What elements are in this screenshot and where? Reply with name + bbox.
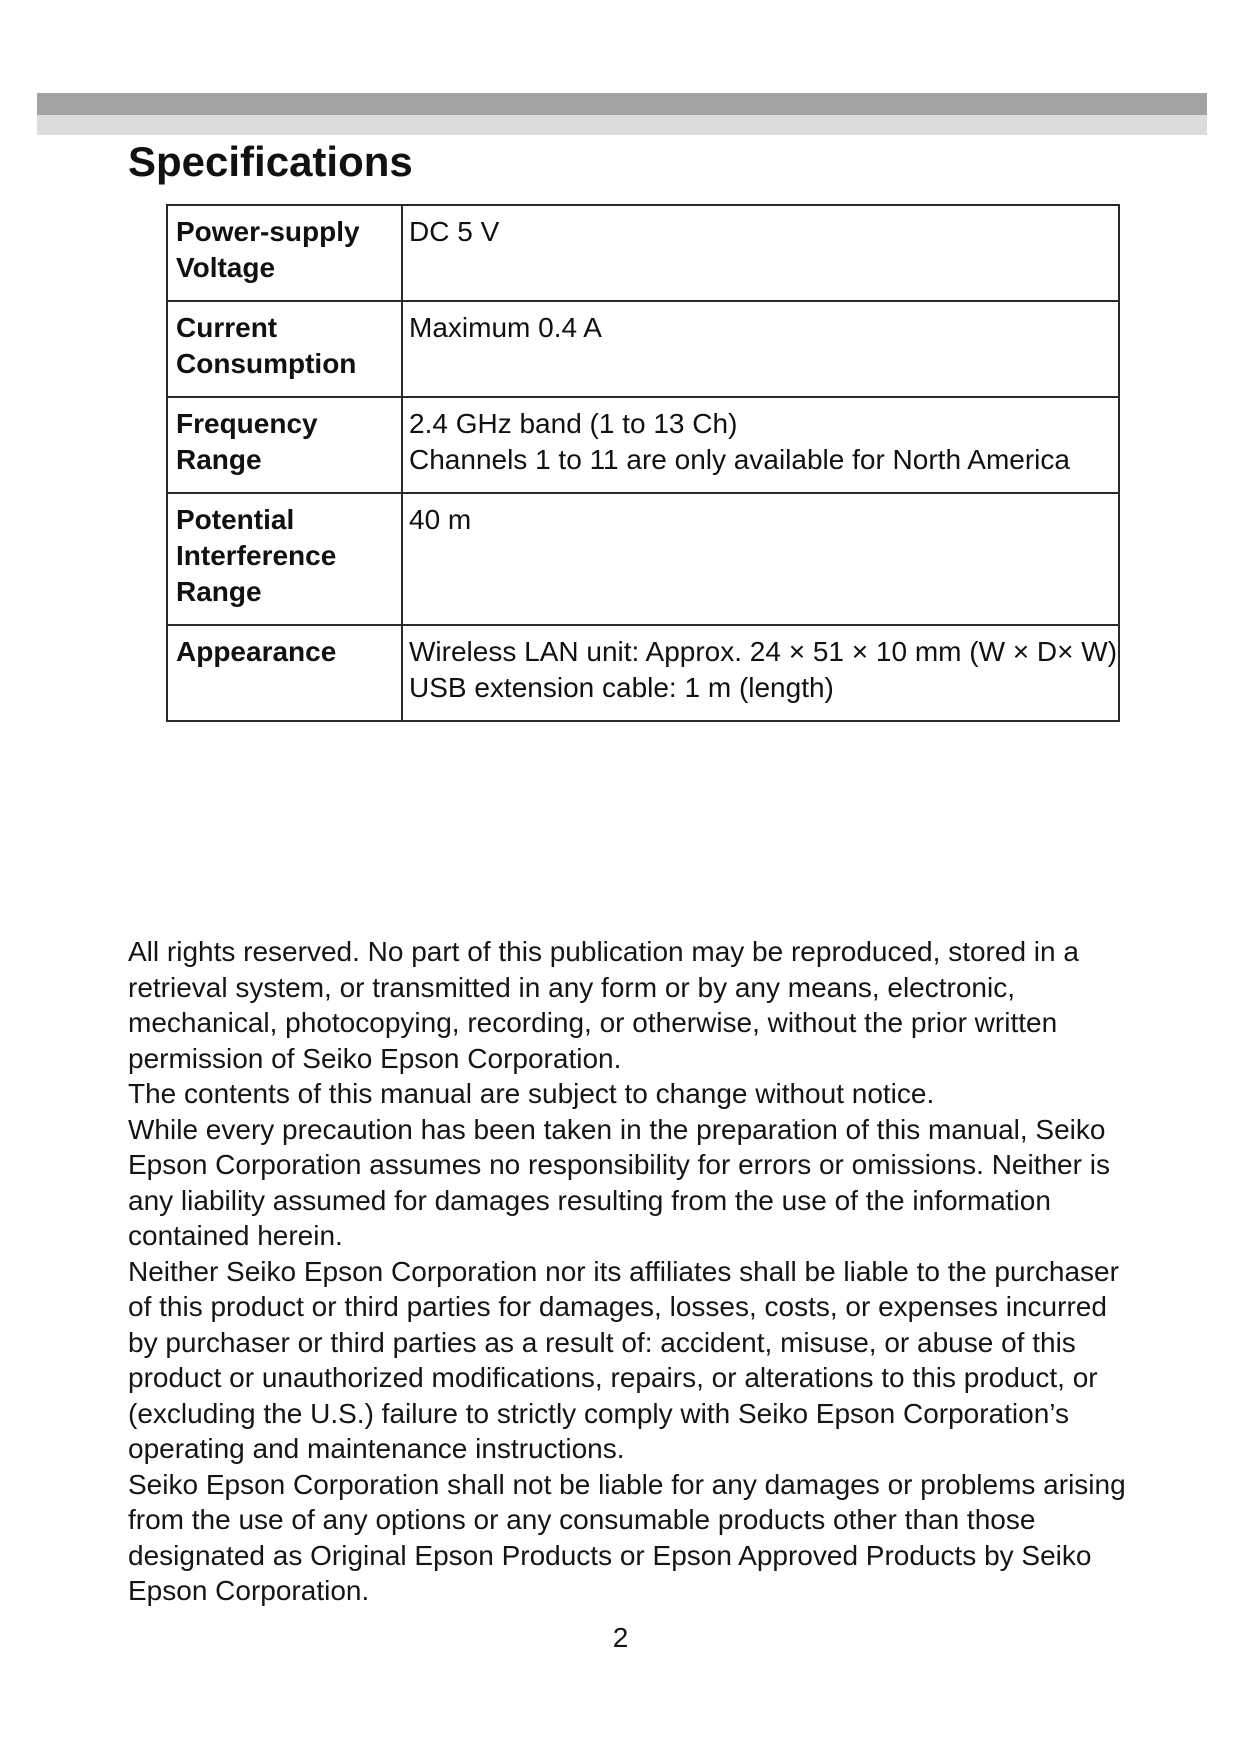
legal-paragraph: Seiko Epson Corporation shall not be liable for any damages or problems arising from the use of any options or any consumable products other than those designated as Original Epson Products or Epson Approved Products by Seiko Epson Corporation. bbox=[128, 1468, 1126, 1606]
page-title: Specifications bbox=[128, 138, 413, 185]
spec-row-appearance bbox=[167, 625, 1119, 721]
legal-paragraph: All rights reserved. No part of this publication may be reproduced, stored in a retrieval system, or transmitted in any form or by any means, electronic, mechanical, photocopying, recording, or otherwise, without the prior written permission of Seiko Epson Corporation. bbox=[128, 936, 1079, 1074]
spec-value-line: Channels 1 to 11 are only available for North America bbox=[409, 444, 1070, 475]
page-number: 2 bbox=[612, 1622, 629, 1653]
spec-label-line: Frequency bbox=[176, 408, 318, 439]
spec-label bbox=[167, 493, 402, 625]
header-rule-dark bbox=[37, 93, 1207, 115]
spec-row-power-supply-voltage bbox=[167, 205, 1119, 301]
spec-label-line: Range bbox=[176, 576, 262, 607]
spec-value bbox=[402, 205, 1119, 301]
spec-label bbox=[167, 625, 402, 721]
spec-value-line: DC 5 V bbox=[409, 216, 500, 247]
spec-value-line: 2.4 GHz band (1 to 13 Ch) bbox=[409, 408, 738, 439]
legal-paragraph: The contents of this manual are subject to change without notice. bbox=[128, 1078, 935, 1109]
spec-value bbox=[402, 625, 1119, 721]
spec-label-line: Current bbox=[176, 312, 278, 343]
spec-value-line: Wireless LAN unit: Approx. 24 × 51 × 10 mm (W × D× W) bbox=[409, 636, 1118, 667]
spec-row-potential-interference-range bbox=[167, 493, 1119, 625]
spec-row-frequency-range bbox=[167, 397, 1119, 493]
spec-label-line: Consumption bbox=[176, 348, 357, 379]
spec-label bbox=[167, 397, 402, 493]
specifications-table bbox=[166, 204, 1120, 722]
legal-notice bbox=[128, 934, 1138, 1609]
spec-row-current-consumption bbox=[167, 301, 1119, 397]
header-rule-light bbox=[37, 115, 1207, 135]
spec-value bbox=[402, 397, 1119, 493]
legal-paragraph: Neither Seiko Epson Corporation nor its affiliates shall be liable to the purchaser of this product or third parties for damages, losses, costs, or expenses incurred by purchaser or third parties as a result of: accident, misuse, or abuse of this product or unauthorized modifications, repairs, or alterations to this product, or (excluding the U.S.) failure to strictly comply with Seiko Epson Corporation’s operating and maintenance instructions. bbox=[128, 1255, 1119, 1464]
spec-label-line: Interference bbox=[176, 540, 337, 571]
spec-label-line: Voltage bbox=[176, 252, 276, 283]
spec-value bbox=[402, 301, 1119, 397]
spec-label-line: Range bbox=[176, 444, 262, 475]
spec-label-line: Appearance bbox=[176, 636, 337, 667]
legal-paragraph: While every precaution has been taken in the preparation of this manual, Seiko Epson Corporation assumes no responsibility for errors or omissions. Neither is any liability assumed for damages resulting from the use of the information contained herein. bbox=[128, 1113, 1110, 1251]
spec-value-line: 40 m bbox=[409, 504, 472, 535]
spec-label-line: Potential bbox=[176, 504, 295, 535]
spec-label bbox=[167, 301, 402, 397]
spec-label bbox=[167, 205, 402, 301]
spec-value bbox=[402, 493, 1119, 625]
spec-label-line: Power-supply bbox=[176, 216, 360, 247]
spec-value-line: USB extension cable: 1 m (length) bbox=[409, 672, 834, 703]
spec-value-line: Maximum 0.4 A bbox=[409, 312, 602, 343]
